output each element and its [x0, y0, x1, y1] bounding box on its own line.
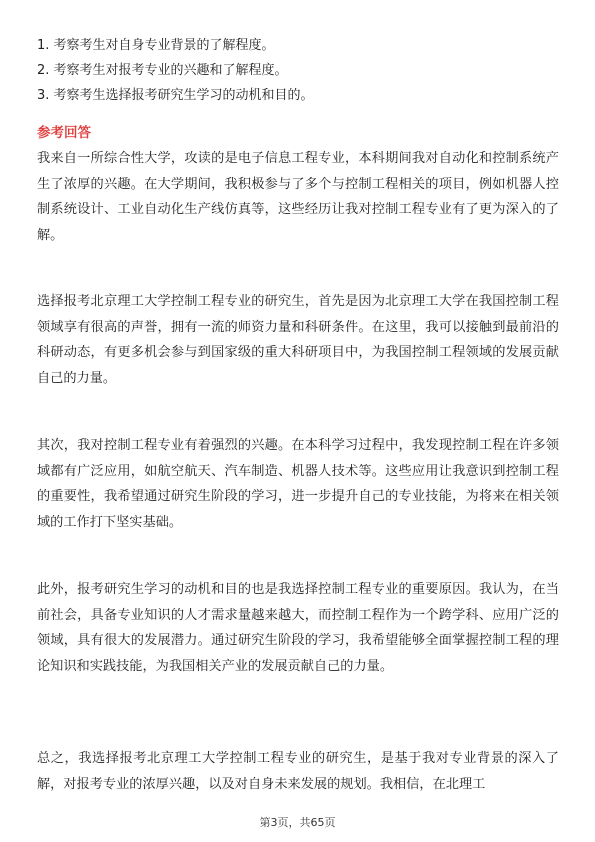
answer-paragraph-1: 我来自一所综合性大学，攻读的是电子信息工程专业，本科期间我对自动化和控制系统产生了浓厚的兴趣。在大学期间，我积极参与了多个与控制工程相关的项目，例如机器人控制系统设计、工业自动化生产线仿真等，这些经历让我对控制工程专业有了更为深入的了解。 — [37, 151, 559, 243]
answer-paragraph-5: 总之，我选择报考北京理工大学控制工程专业的研究生，是基于我对专业背景的深入了解，对报考专业的浓厚兴趣，以及对自身未来发展的规划。我相信，在北理工 — [37, 751, 559, 792]
answer-paragraph-2: 选择报考北京理工大学控制工程专业的研究生，首先是因为北京理工大学在我国控制工程领域享有很高的声誉，拥有一流的师资力量和科研条件。在这里，我可以接触到最前沿的科研动态，有更多机会参与到国家级的重大科研项目中，为我国控制工程领域的发展贡献自己的力量。 — [37, 294, 559, 386]
question-purpose-list — [37, 33, 567, 108]
list-item: 1. 考察考生对自身专业背景的了解程度。 — [37, 38, 275, 53]
list-item: 3. 考察考生选择报考研究生学习的动机和目的。 — [37, 88, 314, 103]
answer-paragraph-4: 此外，报考研究生学习的动机和目的也是我选择控制工程专业的重要原因。我认为，在当前社会，具备专业知识的人才需求量越来越大，而控制工程作为一个跨学科、应用广泛的领域，具有很大的发展潜力。通过研究生阶段的学习，我希望能够全面掌握控制工程的理论知识和实践技能，为我国相关产业的发展贡献自己的力量。 — [37, 582, 559, 674]
answer-paragraph-3: 其次，我对控制工程专业有着强烈的兴趣。在本科学习过程中，我发现控制工程在许多领域都有广泛应用，如航空航天、汽车制造、机器人技术等。这些应用让我意识到控制工程的重要性，我希望通过研究生阶段的学习，进一步提升自己的专业技能，为将来在相关领域的工作打下坚实基础。 — [37, 438, 559, 530]
page-number-footer: 第3页，共65页 — [259, 816, 336, 829]
list-item: 2. 考察考生对报考专业的兴趣和了解程度。 — [37, 63, 288, 78]
section-heading: 参考回答 — [37, 125, 91, 141]
